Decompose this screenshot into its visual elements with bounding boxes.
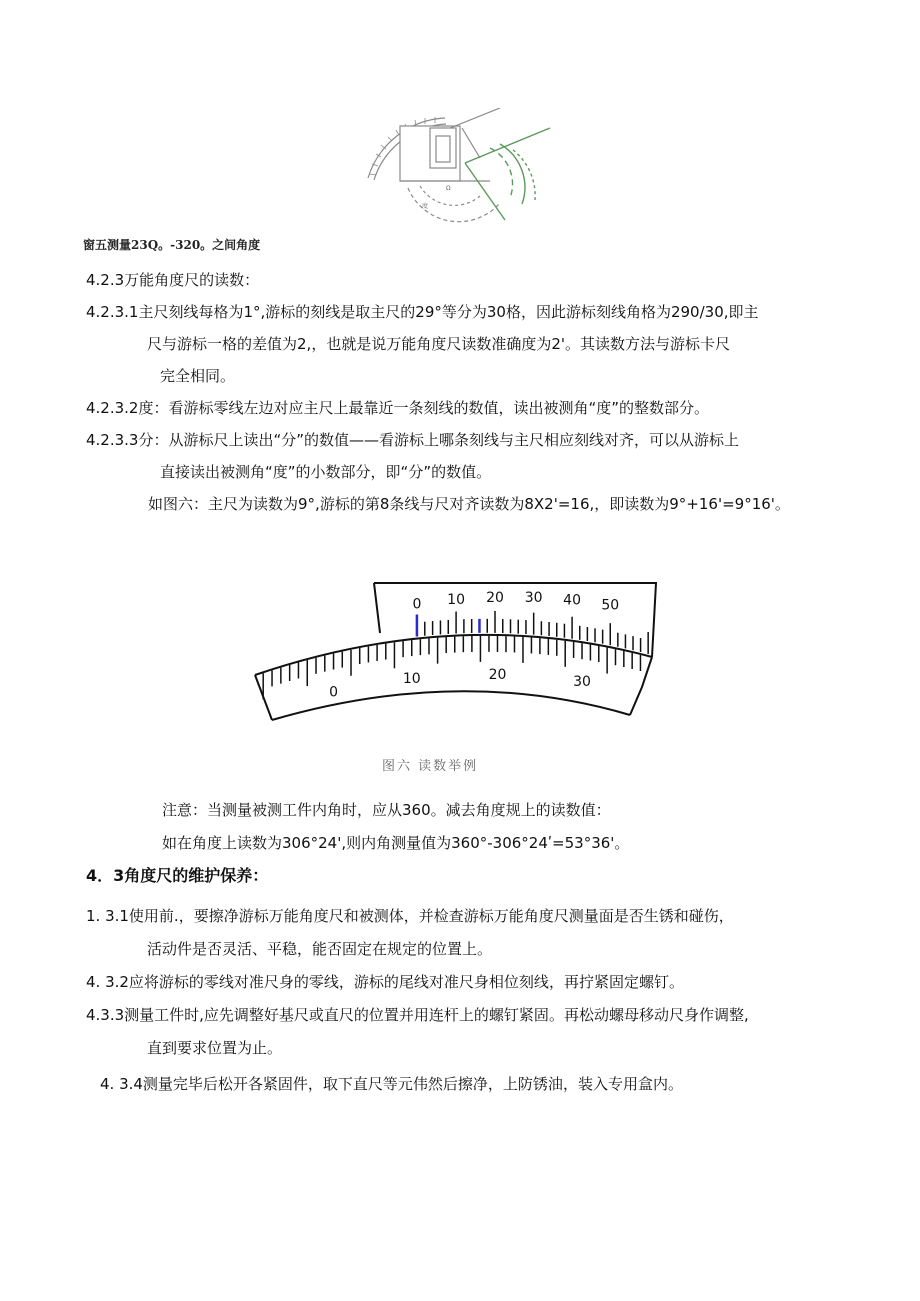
para-4-2-3-1-line2: 尺与游标一格的差值为2,，也就是说万能角度尺读数准确度为2'。其读数方法与游标卡尺 — [147, 335, 730, 353]
para-4-2-3-3-line2: 直接读出被测角“度”的小数部分，即“分”的数值。 — [160, 463, 492, 481]
para-4-2-3-3-line1: 4.2.3.3分：从游标尺上读出“分”的数值——看游标上哪条刻线与主尺相应刻线对齐，可以从游标上 — [86, 431, 740, 449]
figure5-caption: 窗五测量23Q。-320。之间角度 — [83, 238, 261, 252]
vernier-scale-label: 0 — [412, 596, 422, 613]
figure5-illustration — [350, 108, 560, 223]
vernier-scale-label: 50 — [601, 597, 620, 614]
example-paragraph: 如图六：主尺为读数为9°,游标的第8条线与尺对齐读数为8X2'=16,，即读数为9°+16'=9°16'。 — [148, 495, 790, 513]
para-4-2-3-1-line1: 4.2.3.1主尺刻线每格为1°,游标的刻线是取主尺的29°等分为30格，因此游标刻线角格为290/30,即主 — [86, 303, 759, 321]
item-3-3-line2: 直到要求位置为止。 — [147, 1039, 283, 1057]
main-scale-label: 30 — [573, 674, 591, 691]
figure6-vernier-scale — [250, 575, 670, 735]
vernier-scale-label: 30 — [524, 590, 543, 607]
main-scale-label: 10 — [402, 671, 421, 688]
item-3-1-line2: 活动件是否灵活、平稳，能否固定在规定的位置上。 — [147, 940, 493, 958]
section-4-3-title: 4．3角度尺的维护保养： — [86, 866, 269, 885]
main-scale-label: 0 — [329, 684, 338, 701]
note-line1: 注意：当测量被测工件内角时，应从360。减去角度规上的读数值： — [162, 801, 611, 819]
figure6-caption: 图六 读数举例 — [382, 759, 479, 774]
item-3-2: 4. 3.2应将游标的零线对准尺身的零线，游标的尾线对准尺身相位刻线，再拧紧固定螺钉。 — [86, 973, 684, 991]
note-line2: 如在角度上读数为306°24',则内角测量值为360°-306°24ʹ=53°36'。 — [162, 834, 630, 852]
vernier-scale-label: 10 — [447, 592, 466, 609]
item-3-3-line1: 4.3.3测量工件时,应先调整好基尺或直尺的位置并用连杆上的螺钉紧固。再松动螺母移动尺身作调整, — [86, 1006, 749, 1024]
para-4-2-3-2: 4.2.3.2度：看游标零线左边对应主尺上最靠近一条刻线的数值，读出被测角“度”的整数部分。 — [86, 399, 710, 417]
para-4-2-3-1-line3: 完全相同。 — [160, 367, 236, 385]
item-3-1-line1: 1. 3.1使用前.，要擦净游标万能角度尺和被测体，并检查游标万能角度尺测量面是否生锈和碰伤， — [86, 907, 734, 925]
main-scale-label: 20 — [488, 666, 507, 683]
vernier-scale-label: 40 — [563, 592, 581, 609]
item-3-4: 4. 3.4测量完毕后松开各紧固件，取下直尺等元伟然后擦净，上防锈油，装入专用盒内。 — [100, 1075, 683, 1093]
figure5-inner-label: Ω — [446, 185, 451, 192]
figure5-outer-label: 度 — [422, 203, 429, 210]
section-4-2-3-title: 4.2.3万能角度尺的读数： — [86, 271, 260, 289]
vernier-scale-label: 20 — [486, 589, 504, 606]
